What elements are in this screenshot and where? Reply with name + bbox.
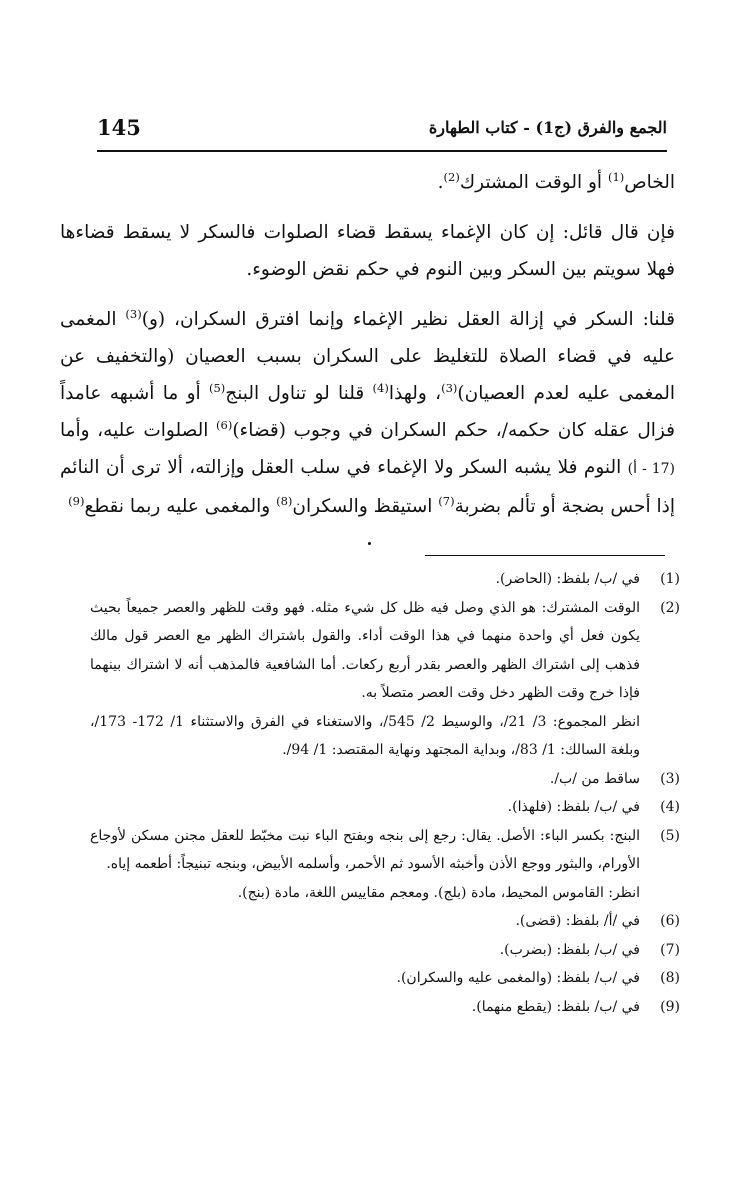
footnote-text bbox=[90, 765, 640, 794]
running-title: الجمع والفرق (ج1) - كتاب الطهارة bbox=[428, 117, 667, 137]
paragraph: قلنا: السكر في إزالة العقل نظير الإغماء وإنما افترق السكران، (و)$^{(3)}$ المغمى عليه في قضاء الصلاة للتغليظ على السكران بسبب العصيان (والتخفيف عن المغمى عليه لعدم العصيان)$^{(3)}$، ولهذا$^{(4)}$ قلنا لو تناول البنج$^{(5)}$ أو ما أشبهه عامداً فزال عقله كان حكمه/، حكم السكران في وجوب (قضاء)$^{(6)}$ الصلوات عليه، وأما (17 - أ) النوم فلا يشبه السكر ولا الإغماء في سلب العقل وإزالته، ألا ترى أن النائم إذا أحس بضجة أو تألم بضربة$^{(7)}$ استيقظ والسكران$^{(8)}$ والمغمى عليه ربما نقطع$^{(9)}$ bbox=[60, 307, 675, 517]
footnote-line: ساقط من /ب/. bbox=[549, 770, 640, 787]
footnote-line: انظر المجموع: 3/ 21/، والوسيط 2/ 545/، والاستغناء في الفرق والاستثناء 1/ 172- 173/، وبلغة السالك: 1/ 83/، وبداية المجتهد ونهاية المقتصد: 1/ 94/. bbox=[90, 713, 641, 758]
footnote-ref[interactable]: (3) bbox=[125, 307, 142, 321]
footnote-line: انظر: القاموس المحيط، مادة (بلج). ومعجم مقاييس اللغة، مادة (بنج). bbox=[237, 884, 640, 901]
footnote-text bbox=[90, 964, 640, 993]
footnote-ref[interactable]: (2) bbox=[443, 170, 460, 184]
footnote-line: البنج: بكسر الباء: الأصل. يقال: رجع إلى بنجه وبفتح الباء نبت مخبّط للعقل مجنن مسكن لأوجاع الأورام، والبثور ووجع الأذن وأخبثه الأسود ثم الأحمر، وأسلمه الأبيض، وبنجه تبنيجاً: أطعمه إياه. bbox=[90, 827, 640, 872]
footnote-item bbox=[90, 793, 680, 822]
footnote-item bbox=[90, 594, 680, 765]
footnote-line: في /ب/ بلفظ: (بضرب). bbox=[499, 941, 640, 958]
footnote-line: في /ب/ بلفظ: (يقطع منهما). bbox=[471, 998, 640, 1015]
page-header bbox=[97, 112, 667, 142]
footnote-line: في /ب/ بلفظ: (الحاضر). bbox=[495, 571, 640, 587]
footnote-item bbox=[90, 765, 680, 794]
footnote-ref[interactable]: (6) bbox=[215, 418, 233, 432]
footnote-ref[interactable]: (8) bbox=[276, 494, 293, 508]
footnote-text bbox=[90, 936, 640, 965]
footnote-ref[interactable]: (9) bbox=[68, 494, 85, 508]
footnote-line: في /ب/ بلفظ: (والمغمى عليه والسكران). bbox=[396, 970, 640, 986]
footnote-ref[interactable]: (4) bbox=[372, 381, 389, 395]
footnote-number: (2) bbox=[660, 599, 680, 616]
manuscript-folio-note: (17 - أ) bbox=[627, 461, 675, 477]
footnote-line: الوقت المشترك: هو الذي وصل فيه ظل كل شيء مثله. فهو وقت للظهر والعصر جميعاً بحيث يكون فعل أي واحدة منهما في هذا الوقت أداء. والقول باشتراك الظهر مع العصر قول مالك فذهب إلى اشتراك الظهر والعصر بقدر أربع ركعات. أما الشافعية فالمذهب أنه لا اشتراك بينهما فإذا خرج وقت الظهر دخل وقت العصر متصلاً به. bbox=[90, 599, 641, 701]
footnote-separator bbox=[425, 555, 665, 556]
footnote-text bbox=[90, 793, 640, 822]
footnote-ref[interactable]: (3) bbox=[441, 381, 458, 395]
footnote-line: في /ب/ بلفظ: (فلهذا). bbox=[507, 799, 640, 815]
footnote-item bbox=[90, 907, 680, 936]
footnote-line: في /أ/ بلفظ: (قضى). bbox=[515, 913, 640, 929]
footnote-item bbox=[90, 565, 680, 594]
footnote-number: (7) bbox=[660, 941, 680, 958]
main-text bbox=[60, 164, 675, 525]
footnote-number: (8) bbox=[660, 970, 680, 986]
footnote-number: (6) bbox=[660, 913, 680, 929]
footnote-number: (1) bbox=[660, 571, 680, 587]
footnote-text bbox=[90, 907, 640, 936]
footnote-text bbox=[90, 822, 640, 908]
stray-dot bbox=[368, 542, 371, 545]
header-rule bbox=[97, 150, 667, 152]
footnote-ref[interactable]: (7) bbox=[438, 494, 455, 508]
footnote-ref[interactable]: (1) bbox=[607, 170, 625, 184]
footnote-text bbox=[90, 565, 640, 594]
footnote-text bbox=[90, 993, 640, 1022]
page-number: 145 bbox=[97, 114, 141, 140]
footnotes bbox=[90, 565, 680, 1021]
footnote-ref[interactable]: (5) bbox=[208, 381, 226, 395]
paragraph: فإن قال قائل: إن كان الإغماء يسقط قضاء الصلوات فالسكر لا يسقط قضاءها فهلا سويتم بين السكر وبين النوم في حكم نقض الوضوء. bbox=[60, 222, 675, 280]
footnote-item bbox=[90, 936, 680, 965]
footnote-number: (4) bbox=[660, 799, 680, 815]
footnote-number: (9) bbox=[660, 998, 680, 1015]
footnote-item bbox=[90, 822, 680, 908]
paragraph: الخاص$^{(1)}$ أو الوقت المشترك$^{(2)}$. bbox=[437, 170, 675, 193]
footnote-number: (5) bbox=[660, 827, 680, 844]
footnote-item bbox=[90, 964, 680, 993]
footnote-text bbox=[90, 594, 640, 765]
footnote-item bbox=[90, 993, 680, 1022]
footnote-number: (3) bbox=[660, 770, 680, 787]
